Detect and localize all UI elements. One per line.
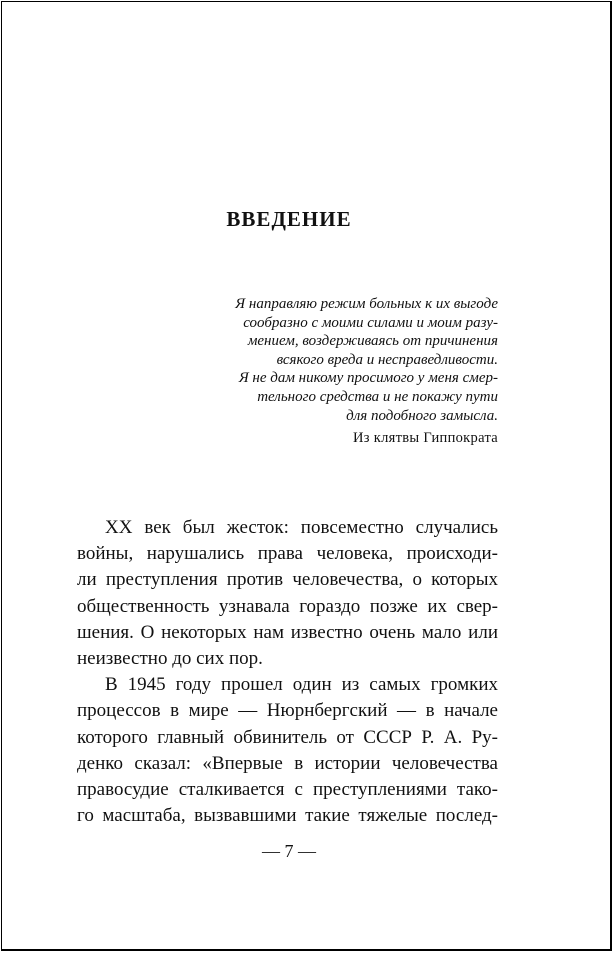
epigraph-line: Я направляю режим больных к их выгоде [235, 296, 498, 312]
chapter-title: ВВЕДЕНИЕ [226, 207, 352, 231]
body-line: ли преступления против человечества, о которых [77, 569, 498, 591]
body-line: ХХ век был жесток: повсеместно случались [105, 517, 498, 538]
body-line: го масштаба, вызвавшими такие тяжелые послед- [77, 805, 498, 827]
epigraph-attribution: Из клятвы Гиппократа [353, 430, 498, 446]
body-line: неизвестно до сих пор. [77, 648, 263, 670]
body-line: общественность узнавала гораздо позже их свер- [77, 595, 498, 617]
epigraph-line: всякого вреда и несправедливости. [276, 351, 498, 368]
epigraph-line: Я не дам никому просимого у меня смер- [238, 370, 498, 387]
body-line: процессов в мире — Нюрнбергский — в начале [77, 700, 498, 722]
epigraph-line: тельного средства и не покажу пути [257, 388, 498, 405]
epigraph-line: сообразно с моими силами и моим разу- [243, 314, 498, 331]
body-line: которого главный обвинитель от СССР Р. А. Ру- [77, 726, 498, 748]
body-line: войны, нарушались права человека, происходи- [77, 543, 498, 565]
body-line: денко сказал: «Впервые в истории человечества [77, 752, 498, 774]
body-line: шения. О некоторых нам известно очень мало или [77, 621, 498, 643]
page-number: — 7 — [262, 841, 316, 861]
epigraph [178, 295, 498, 425]
body-line: В 1945 году прошел один из самых громких [105, 674, 498, 696]
epigraph-line: мением, воздерживаясь от причинения [247, 333, 498, 350]
body-text [77, 515, 498, 829]
epigraph-line: для подобного замысла. [346, 407, 498, 424]
body-line: правосудие сталкивается с преступлениями тако- [77, 779, 498, 801]
